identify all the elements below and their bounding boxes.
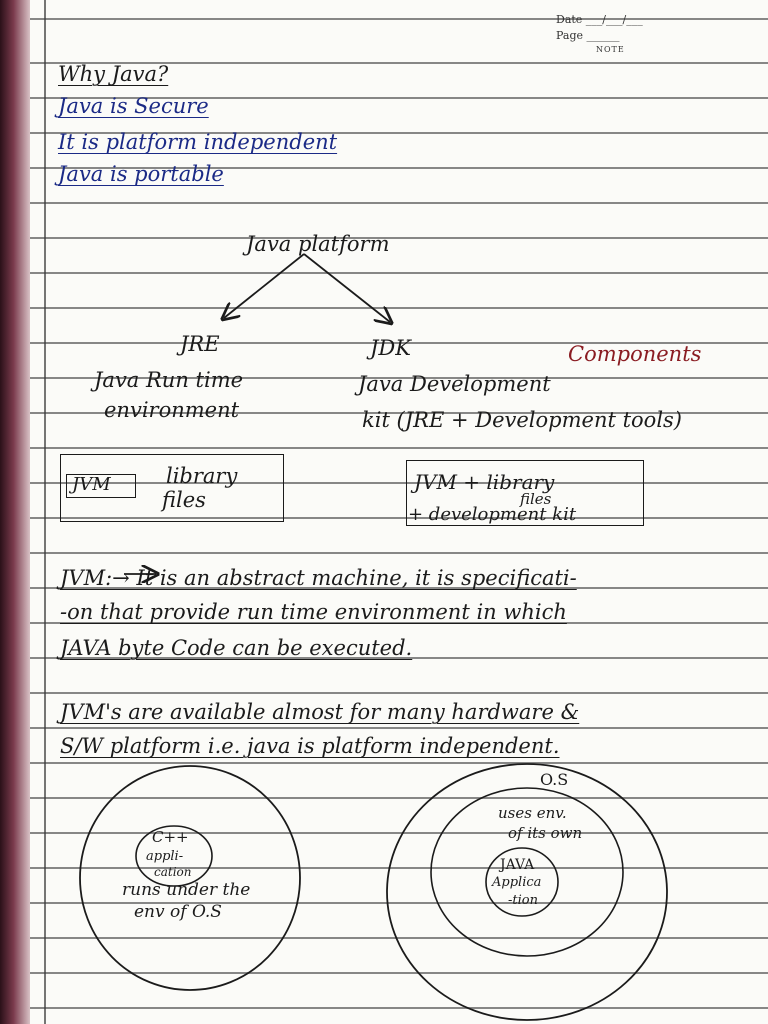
jre-label: JRE: [180, 332, 220, 356]
intro-title: Why Java?: [58, 62, 169, 86]
jre-box-line1: library: [166, 464, 238, 488]
jvm-avail-line1: JVM's are available almost for many hardware &: [60, 700, 580, 724]
jdk-label: JDK: [370, 336, 411, 360]
jvm-def-line3: JAVA byte Code can be executed.: [60, 636, 413, 660]
tree-arrow-jdk: [304, 254, 390, 322]
os-env-circle-right: [387, 764, 667, 1020]
components-label: Components: [568, 342, 702, 366]
jdk-box-line2: files: [520, 490, 552, 508]
java-app-circle: [486, 848, 558, 916]
cpp-note-line2: env of O.S: [134, 902, 222, 922]
cpp-note-line1: runs under the: [122, 880, 251, 900]
cpp-app-line2: appli-: [146, 849, 184, 864]
jdk-box-line1: JVM + library: [414, 470, 555, 494]
jre-box-line2: files: [162, 488, 206, 512]
intro-line-secure: Java is Secure: [58, 94, 209, 118]
platform-root-label: Java platform: [246, 232, 390, 256]
jdk-desc-line2: kit (JRE + Development tools): [362, 408, 683, 432]
cpp-app-line3: cation: [154, 865, 192, 879]
jvm-def-line2: -on that provide run time environment in which: [60, 600, 567, 624]
jdk-box-line3: + development kit: [408, 504, 577, 525]
os-label: O.S: [540, 770, 569, 789]
intro-line-portable: Java is portable: [58, 162, 224, 186]
java-note-line1: uses env.: [498, 804, 567, 822]
jvm-avail-line2: S/W platform i.e. java is platform independent.: [60, 734, 560, 758]
date-label: Date ___/___/___: [556, 13, 643, 26]
intro-line-platform: It is platform independent: [58, 130, 338, 154]
jvm-tag-label: JVM: [72, 474, 111, 495]
java-app-line2: Applica: [492, 875, 542, 890]
java-note-line2: of its own: [508, 824, 583, 842]
jre-desc-line2: environment: [104, 398, 240, 422]
jre-desc-line1: Java Run time: [94, 368, 244, 392]
cpp-label: C++: [152, 828, 189, 846]
page-label: Page ______: [556, 29, 620, 42]
tree-arrow-jre: [224, 254, 304, 318]
cpp-app-circle: [136, 826, 212, 886]
java-app-line1: JAVA: [500, 857, 535, 873]
jvm-def-line1: JVM:→ It is an abstract machine, it is specificati-: [60, 566, 577, 590]
os-env-circle-left: [80, 766, 300, 990]
java-app-line3: -tion: [508, 893, 538, 908]
jdk-desc-line1: Java Development: [358, 372, 551, 396]
jvm-env-circle: [431, 788, 623, 956]
brand-label: NOTE: [596, 45, 625, 54]
